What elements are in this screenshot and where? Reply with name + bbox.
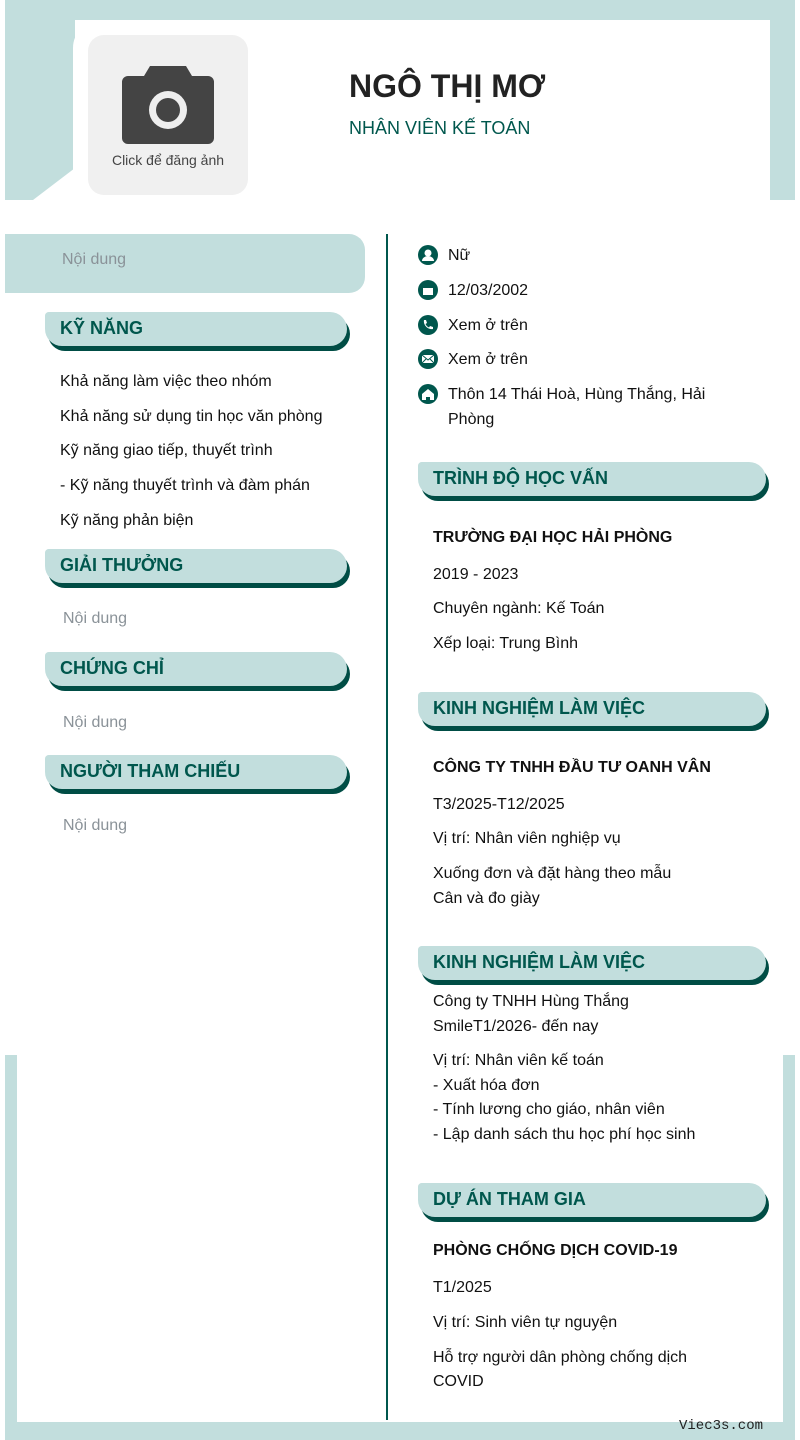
awards-content[interactable]: Nội dung: [63, 610, 128, 627]
experience-position: Vị trí: Nhân viên kế toán: [433, 1052, 604, 1069]
certificates-header: CHỨNG CHỈ: [45, 652, 347, 686]
experience-header: KINH NGHIỆM LÀM VIỆC: [418, 692, 766, 726]
photo-upload-button[interactable]: [88, 35, 248, 195]
email-icon: [418, 349, 438, 369]
education-school: TRƯỜNG ĐẠI HỌC HẢI PHÒNG: [433, 529, 673, 546]
certificates-content[interactable]: Nội dung: [63, 714, 128, 731]
experience-position: Vị trí: Nhân viên nghiệp vụ: [433, 830, 621, 847]
references-content[interactable]: Nội dung: [63, 817, 128, 834]
project-name: PHÒNG CHỐNG DỊCH COVID-19: [433, 1242, 678, 1259]
experience-desc: - Xuất hóa đơn: [433, 1077, 540, 1094]
references-header: NGƯỜI THAM CHIẾU: [45, 755, 347, 789]
top-left-band: [5, 0, 75, 200]
job-title: NHÂN VIÊN KẾ TOÁN: [349, 118, 531, 138]
skill-item: Kỹ năng giao tiếp, thuyết trình: [60, 442, 273, 459]
experience-company: Công ty TNHH Hùng Thắng: [433, 993, 629, 1010]
education-major: Chuyên ngành: Kế Toán: [433, 600, 605, 617]
dob-value: 12/03/2002: [448, 282, 529, 299]
user-icon: [418, 245, 438, 265]
experience-company: CÔNG TY TNHH ĐẦU TƯ OANH VÂN: [433, 759, 711, 776]
awards-header: GIẢI THƯỞNG: [45, 549, 347, 583]
experience-desc: Xuống đơn và đặt hàng theo mẫu: [433, 865, 672, 882]
photo-caption: Click để đăng ảnh: [111, 152, 225, 168]
top-band: [5, 0, 795, 20]
column-divider: [386, 234, 388, 1420]
education-years: 2019 - 2023: [433, 566, 519, 583]
project-period: T1/2025: [433, 1279, 492, 1296]
gender-value: Nữ: [448, 247, 471, 264]
home-icon: [418, 384, 438, 404]
contact-phone: [418, 313, 748, 338]
skill-item: Khả năng sử dụng tin học văn phòng: [60, 408, 323, 425]
skill-item: - Kỹ năng thuyết trình và đàm phán: [60, 477, 310, 494]
experience-company-period: SmileT1/2026- đến nay: [433, 1018, 599, 1035]
project-position: Vị trí: Sinh viên tự nguyện: [433, 1314, 618, 1331]
camera-icon: [120, 62, 216, 146]
contact-address: [418, 382, 748, 432]
skill-item: Khả năng làm việc theo nhóm: [60, 373, 272, 390]
header-card: [240, 20, 770, 200]
top-right-band: [770, 0, 795, 200]
project-desc: Hỗ trợ người dân phòng chống dịch COVID: [433, 1349, 688, 1390]
summary-field[interactable]: Nội dung: [5, 234, 365, 293]
phone-icon: [418, 315, 438, 335]
contact-email: [418, 347, 748, 372]
bottom-left-band: [5, 1055, 17, 1440]
experience-desc: - Lập danh sách thu học phí học sinh: [433, 1126, 696, 1143]
address-value: Thôn 14 Thái Hoà, Hùng Thắng, Hải Phòng: [448, 386, 706, 428]
experience-header: KINH NGHIỆM LÀM VIỆC: [418, 946, 766, 980]
contact-gender: [418, 243, 748, 268]
projects-header: DỰ ÁN THAM GIA: [418, 1183, 766, 1217]
email-value: Xem ở trên: [448, 351, 528, 368]
experience-desc: Cân và đo giày: [433, 890, 540, 907]
candidate-name: NGÔ THỊ MƠ: [349, 68, 546, 104]
watermark: Viec3s.com: [678, 1418, 763, 1434]
experience-period: T3/2025-T12/2025: [433, 796, 565, 813]
contact-dob: [418, 278, 748, 303]
experience-desc: - Tính lương cho giáo, nhân viên: [433, 1101, 665, 1118]
bottom-right-band: [783, 1055, 795, 1440]
education-header: TRÌNH ĐỘ HỌC VẤN: [418, 462, 766, 496]
education-grade: Xếp loại: Trung Bình: [433, 635, 578, 652]
phone-value: Xem ở trên: [448, 317, 528, 334]
skill-item: Kỹ năng phản biện: [60, 512, 194, 529]
skills-header: KỸ NĂNG: [45, 312, 347, 346]
bottom-band: [5, 1422, 795, 1440]
calendar-icon: [418, 280, 438, 300]
